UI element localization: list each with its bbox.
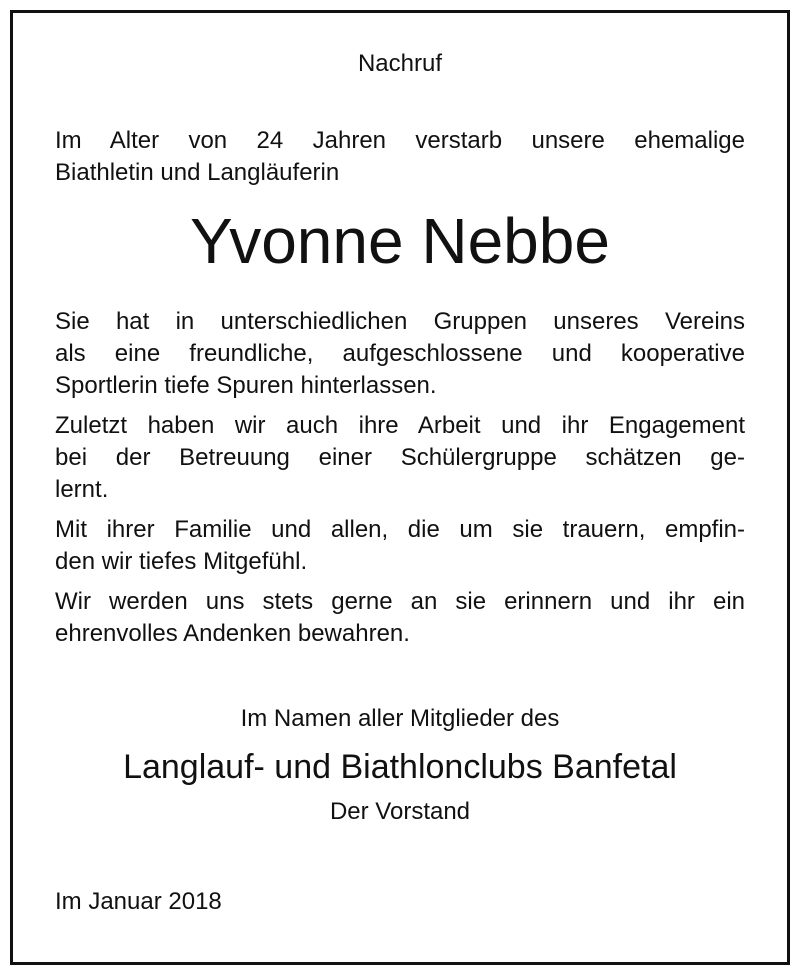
intro-line: Im Alter von 24 Jahren verstarb unsere ehemalige xyxy=(55,127,745,154)
text-line: Sportlerin tiefe Spuren hinterlassen. xyxy=(55,372,437,399)
board-signature: Der Vorstand xyxy=(329,798,471,825)
text-line: ehrenvolles Andenken bewahren. xyxy=(55,620,410,647)
paragraph xyxy=(55,306,745,402)
paragraph xyxy=(55,514,745,578)
paragraph xyxy=(55,586,745,650)
text-line: als eine freundliche, aufgeschlossene und kooperative xyxy=(55,340,745,367)
deceased-name: Yvonne Nebbe xyxy=(190,205,610,277)
text-line: den wir tiefes Mitgefühl. xyxy=(55,548,308,575)
notice-heading: Nachruf xyxy=(357,50,443,77)
signature-line: Im Namen aller Mitglieder des xyxy=(240,705,560,732)
paragraph xyxy=(55,410,745,506)
text-line: Zuletzt haben wir auch ihre Arbeit und ihr Engagement xyxy=(55,412,745,439)
text-line: Wir werden uns stets gerne an sie erinnern und ihr ein xyxy=(55,588,745,615)
intro-text xyxy=(55,125,745,189)
text-line: lernt. xyxy=(55,476,109,503)
club-name: Langlauf- und Biathlonclubs Banfetal xyxy=(123,748,677,786)
notice-body xyxy=(55,306,745,658)
notice-date: Im Januar 2018 xyxy=(55,888,222,915)
text-line: bei der Betreuung einer Schülergruppe schätzen ge- xyxy=(55,444,745,471)
text-line: Sie hat in unterschiedlichen Gruppen unseres Vereins xyxy=(55,308,745,335)
text-line: Mit ihrer Familie und allen, die um sie trauern, empfin- xyxy=(55,516,745,543)
intro-line: Biathletin und Langläuferin xyxy=(55,159,340,186)
